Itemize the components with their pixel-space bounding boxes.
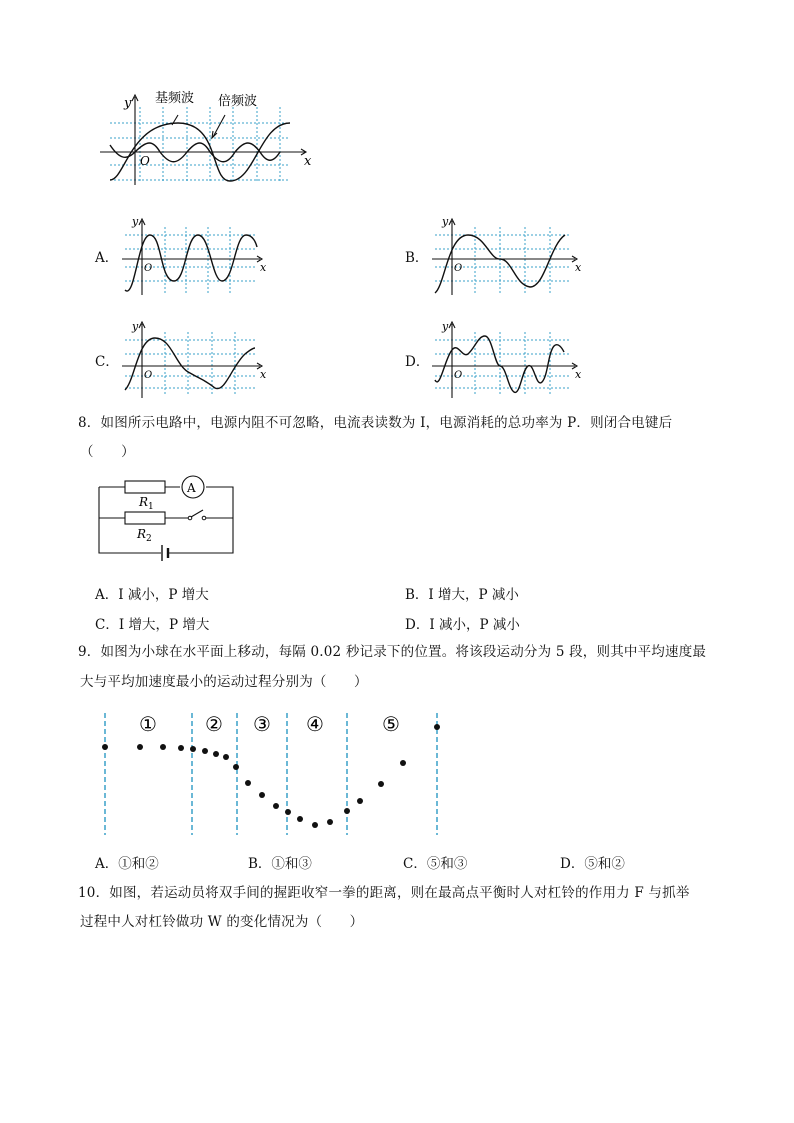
option-b-letter[interactable]: B． [405, 250, 429, 266]
q9-stem-line2: 大与平均加速度最小的运动过程分别为（ ） [80, 674, 368, 690]
q8-option-a[interactable]: A．I 减小，P 增大 [95, 587, 209, 603]
wave-origin-label: O [140, 154, 150, 168]
option-b-graph[interactable] [430, 215, 585, 297]
svg-text:y: y [132, 320, 139, 333]
segment-label-1: ① [139, 712, 157, 736]
svg-text:x: x [575, 368, 582, 381]
ammeter-label: A [187, 481, 196, 495]
option-c-letter[interactable]: C． [95, 354, 119, 370]
q9-option-b[interactable]: B．①和③ [248, 856, 312, 872]
option-c-graph[interactable] [120, 318, 270, 400]
svg-text:O: O [454, 263, 463, 274]
svg-text:O: O [454, 370, 463, 381]
wave-figure [95, 85, 325, 190]
q9-option-d[interactable]: D．⑤和② [560, 856, 625, 872]
q10-stem-line1: 10．如图，若运动员将双手间的握距收窄一拳的距离，则在最高点平衡时人对杠铃的作用力 F 与抓举 [78, 885, 690, 901]
q8-option-c[interactable]: C．I 增大，P 增大 [95, 617, 210, 633]
harmonic-wave-label: 倍频波 [218, 94, 258, 109]
svg-text:O: O [144, 263, 153, 274]
segment-label-4: ④ [306, 712, 324, 736]
harmonic-pointer [213, 115, 225, 137]
svg-text:x: x [575, 261, 582, 274]
q10-stem-line2: 过程中人对杠铃做功 W 的变化情况为（ ） [80, 914, 364, 930]
resistor-r1 [125, 481, 165, 493]
svg-text:y: y [442, 215, 449, 228]
q9-option-a[interactable]: A．①和② [95, 856, 159, 872]
svg-text:y: y [442, 320, 449, 333]
option-d-letter[interactable]: D． [405, 354, 430, 370]
switch-lever [191, 510, 203, 517]
option-a-letter[interactable]: A． [95, 250, 119, 266]
circuit-outer-wire [99, 487, 233, 553]
fundamental-wave-label: 基频波 [155, 91, 195, 106]
wave-y-label: y [124, 96, 132, 111]
segment-label-3: ③ [253, 712, 271, 736]
q8-stem-line1: 8．如图所示电路中，电源内阻不可忽略，电流表读数为 I，电源消耗的总功率为 P．则闭合电键后 [78, 415, 673, 431]
option-d-graph[interactable] [430, 318, 585, 400]
svg-text:x: x [260, 261, 267, 274]
svg-text:x: x [260, 368, 267, 381]
q9-stem-line1: 9．如图为小球在水平面上移动，每隔 0.02 秒记录下的位置。将该段运动分为 5 段，则其中平均速度最 [78, 644, 707, 660]
ball-dots [102, 724, 440, 828]
wave-x-label: x [304, 154, 312, 169]
segment-label-2: ② [205, 712, 223, 736]
segment-label-5: ⑤ [382, 712, 400, 736]
svg-text:O: O [144, 370, 153, 381]
q9-option-c[interactable]: C．⑤和③ [403, 856, 468, 872]
q8-option-b[interactable]: B．I 增大，P 减小 [405, 587, 519, 603]
resistor-r2 [125, 512, 165, 524]
option-a-graph[interactable] [120, 215, 270, 297]
q8-option-d[interactable]: D．I 减小，P 减小 [405, 617, 520, 633]
svg-text:y: y [132, 215, 139, 228]
q8-stem-line2: （ ） [80, 444, 135, 460]
circuit-diagram [95, 475, 240, 570]
r1-label: $R_1$ [139, 495, 154, 512]
ball-positions-figure [95, 705, 455, 840]
r2-label: $R_2$ [137, 527, 152, 544]
